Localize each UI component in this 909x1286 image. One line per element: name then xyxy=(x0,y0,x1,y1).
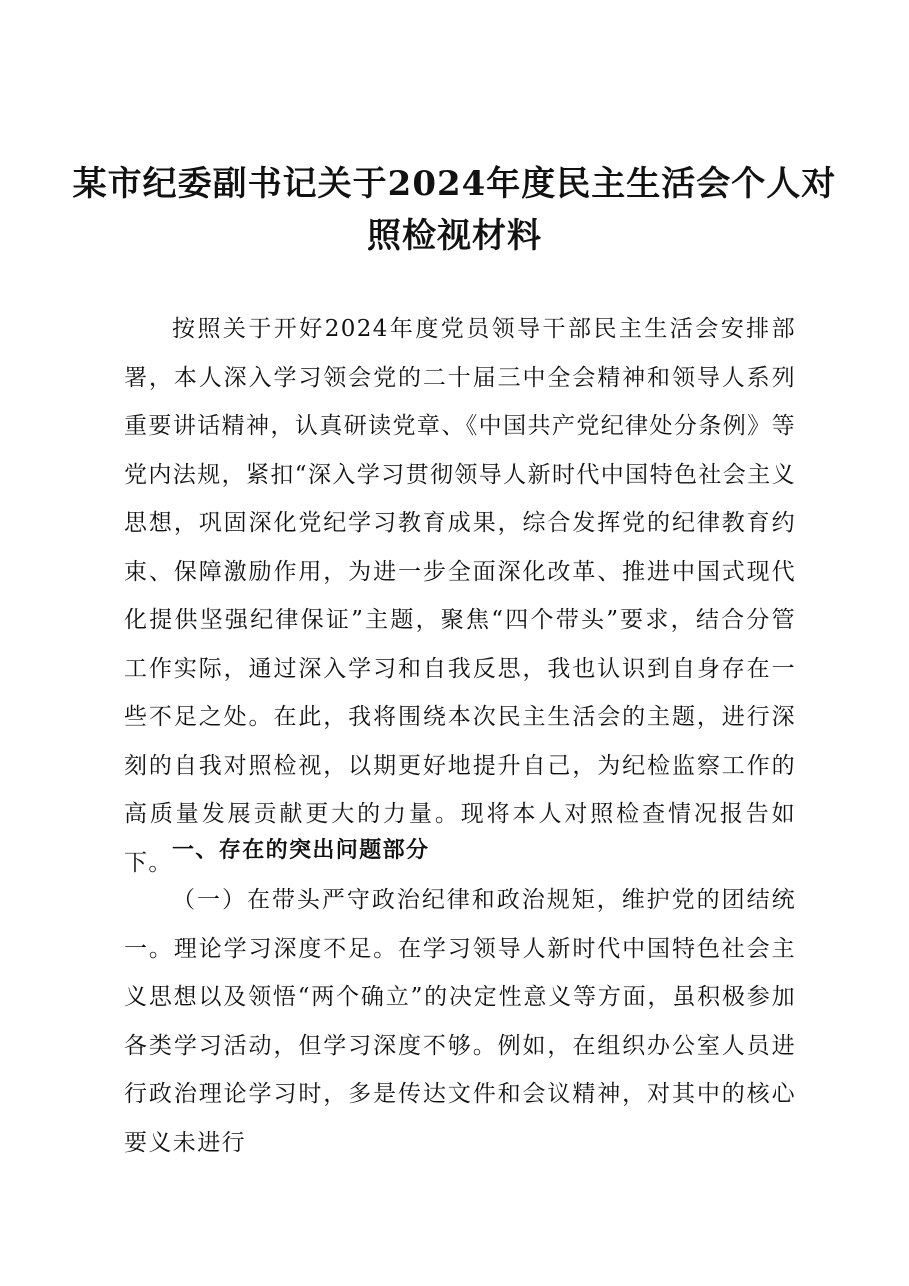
section-heading: 一、存在的突出问题部分 xyxy=(172,838,430,863)
intro-paragraph: 按照关于开好2024年度党员领导干部民主生活会安排部署，本人深入学习领会党的二十届三中全会精神和领导人系列重要讲话精神，认真研读党章、《中国共产党纪律处分条例》等党内法规，紧扣“深入学习贯彻领导人新时代中国特色社会主义思想，巩固深化党纪学习教育成果，综合发挥党的纪律教育约束、保障激励作用，为进一步全面深化改革、推进中国式现代化提供坚强纪律保证”主题，聚焦“四个带头”要求，结合分管工作实际，通过深入学习和自我反思，我也认识到自身存在一些不足之处。在此，我将围绕本次民主生活会的主题，进行深刻的自我对照检视，以期更好地提升自己，为纪检监察工作的高质量发展贡献更大的力量。现将本人对照检查情况报告如下。 xyxy=(124,316,796,876)
subsection-paragraph: （一）在带头严守政治纪律和政治规矩，维护党的团结统一。理论学习深度不足。在学习领导人新时代中国特色社会主义思想以及领悟“两个确立”的决定性意义等方面，虽积极参加各类学习活动，但学习深度不够。例如，在组织办公室人员进行政治理论学习时，多是传达文件和会议精神，对其中的核心要义未进行 xyxy=(124,887,796,1156)
document-title: 某市纪委副书记关于2024年度民主生活会个人对照检视材料 xyxy=(72,164,837,256)
